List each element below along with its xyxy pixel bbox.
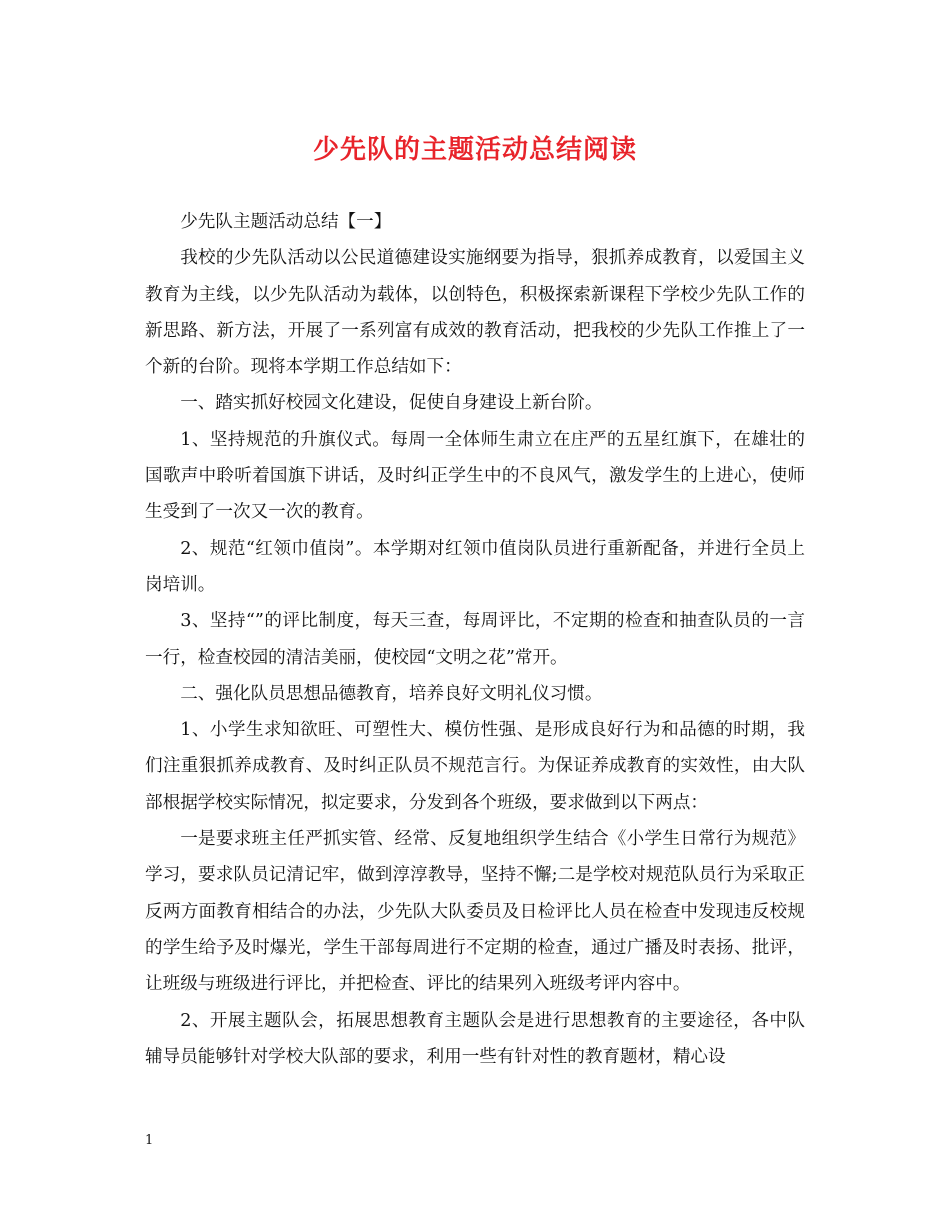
section-heading: 少先队主题活动总结【一】 xyxy=(180,212,392,232)
paragraph-requirements: 一是要求班主任严抓实管、经常、反复地组织学生结合《小学生日常行为规范》学习，要求队员记清记牢，做到淳淳教导，坚持不懈;二是学校对规范队员行为采取正反两方面教育相结合的办法，少先队大队委员及日检评比人员在检查中发现违反校规的学生给予及时爆光，学生干部每周进行不定期的检查，通过广播及时表扬、批评，让班级与班级进行评比，并把检查、评比的结果列入班级考评内容中。 xyxy=(145,829,805,995)
document-title: 少先队的主题活动总结阅读 xyxy=(312,135,637,165)
paragraph-theme-meetings: 2、开展主题队会，拓展思想教育主题队会是进行思想教育的主要途径，各中队辅导员能够针对学校大队部的要求，利用一些有针对性的教育题材，精心设 xyxy=(145,1010,805,1067)
heading-moral-education: 二、强化队员思想品德教育，培养良好文明礼仪习惯。 xyxy=(180,683,603,704)
page-number: 1 xyxy=(145,1133,154,1148)
paragraph-evaluation-system: 3、坚持“”的评比制度，每天三查，每周评比，不定期的检查和抽查队员的一言一行，检查校园的清洁美丽，使校园“文明之花”常开。 xyxy=(145,611,805,668)
document-body xyxy=(145,204,805,1075)
paragraph-habit-formation: 1、小学生求知欲旺、可塑性大、模仿性强、是形成良好行为和品德的时期，我们注重狠抓养成教育、及时纠正队员不规范言行。为保证养成教育的实效性，由大队部根据学校实际情况，拟定要求，分发到各个班级，要求做到以下两点： xyxy=(145,720,805,813)
paragraph-flag-ceremony: 1、坚持规范的升旗仪式。每周一全体师生肃立在庄严的五星红旗下，在雄壮的国歌声中聆听着国旗下讲话，及时纠正学生中的不良风气，激发学生的上进心，使师生受到了一次又一次的教育。 xyxy=(145,429,805,523)
paragraph-red-scarf-duty: 2、规范“红领巾值岗”。本学期对红领巾值岗队员进行重新配备，并进行全员上岗培训。 xyxy=(145,538,805,595)
intro-paragraph: 我校的少先队活动以公民道德建设实施纲要为指导，狠抓养成教育，以爱国主义教育为主线，以少先队活动为载体，以创特色，积极探索新课程下学校少先队工作的新思路、新方法，开展了一系列富有成效的教育活动，把我校的少先队工作推上了一个新的台阶。现将本学期工作总结如下： xyxy=(145,248,805,378)
heading-campus-culture: 一、踏实抓好校园文化建设，促使自身建设上新台阶。 xyxy=(180,393,603,414)
